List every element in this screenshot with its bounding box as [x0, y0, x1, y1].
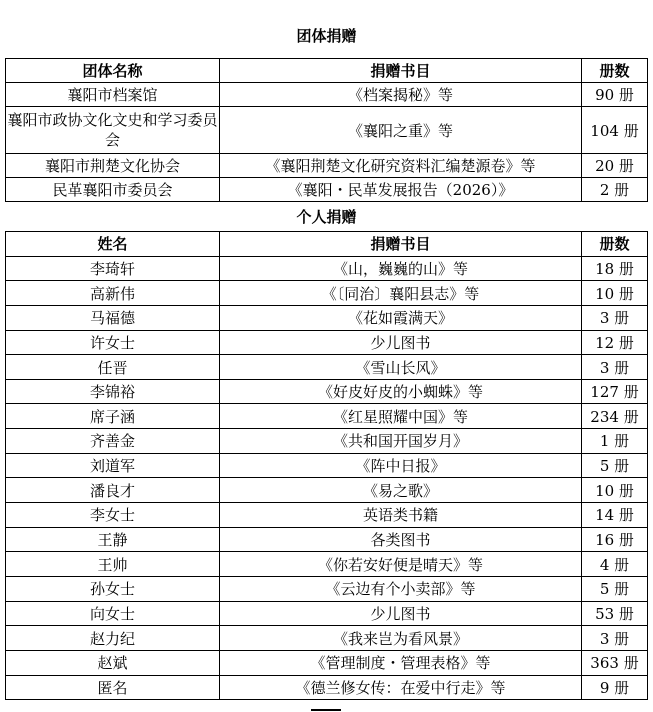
donated-books: 《阵中日报》 [220, 453, 582, 478]
header-count: 册数 [582, 232, 648, 257]
table-row [6, 429, 648, 454]
table-row [6, 379, 648, 404]
book-count: 5 册 [582, 576, 648, 601]
book-count: 234 册 [582, 404, 648, 429]
book-count: 1 册 [582, 429, 648, 454]
donor-name: 刘道军 [6, 453, 220, 478]
table-row [6, 527, 648, 552]
donor-name: 襄阳市荆楚文化协会 [6, 154, 220, 178]
donated-books: 《山，巍巍的山》等 [220, 256, 582, 281]
table-row [6, 404, 648, 429]
book-count: 3 册 [582, 305, 648, 330]
book-count: 14 册 [582, 503, 648, 528]
table-row [6, 576, 648, 601]
donated-books: 《好皮好皮的小蜘蛛》等 [220, 379, 582, 404]
donor-name: 席子涵 [6, 404, 220, 429]
donated-books: 《你若安好便是晴天》等 [220, 552, 582, 577]
header-count: 册数 [582, 59, 648, 83]
book-count: 16 册 [582, 527, 648, 552]
table-row [6, 107, 648, 154]
donor-name: 李锦裕 [6, 379, 220, 404]
donor-name: 马福德 [6, 305, 220, 330]
page-footer-mark [311, 709, 341, 711]
table-row [6, 355, 648, 380]
donated-books: 《雪山长风》 [220, 355, 582, 380]
book-count: 9 册 [582, 675, 648, 700]
group-donation-table [5, 58, 648, 202]
table-row [6, 626, 648, 651]
book-count: 10 册 [582, 281, 648, 306]
donor-name: 李女士 [6, 503, 220, 528]
table-header-row [6, 232, 648, 257]
donor-name: 孙女士 [6, 576, 220, 601]
donor-name: 襄阳市档案馆 [6, 83, 220, 107]
table-row [6, 453, 648, 478]
donated-books: 《襄阳・民革发展报告（2026）》 [220, 178, 582, 202]
donor-name: 高新伟 [6, 281, 220, 306]
book-count: 10 册 [582, 478, 648, 503]
book-count: 53 册 [582, 601, 648, 626]
donor-name: 许女士 [6, 330, 220, 355]
donated-books: 《我来岂为看风景》 [220, 626, 582, 651]
book-count: 90 册 [582, 83, 648, 107]
donated-books: 《德兰修女传：在爱中行走》等 [220, 675, 582, 700]
book-count: 2 册 [582, 178, 648, 202]
book-count: 5 册 [582, 453, 648, 478]
donated-books: 《档案揭秘》等 [220, 83, 582, 107]
table-row [6, 675, 648, 700]
table-row [6, 601, 648, 626]
book-count: 18 册 [582, 256, 648, 281]
book-count: 127 册 [582, 379, 648, 404]
table-row [6, 305, 648, 330]
table-header-row [6, 59, 648, 83]
book-count: 3 册 [582, 355, 648, 380]
table-row [6, 281, 648, 306]
donated-books: 《襄阳之重》等 [220, 107, 582, 154]
donated-books: 《易之歌》 [220, 478, 582, 503]
donated-books: 少儿图书 [220, 330, 582, 355]
donor-name: 向女士 [6, 601, 220, 626]
table-row [6, 83, 648, 107]
donated-books: 《管理制度・管理表格》等 [220, 650, 582, 675]
header-books: 捐赠书目 [220, 59, 582, 83]
table-row [6, 478, 648, 503]
donor-name: 王静 [6, 527, 220, 552]
donor-name: 赵力纪 [6, 626, 220, 651]
donated-books: 英语类书籍 [220, 503, 582, 528]
donated-books: 《〔同治〕襄阳县志》等 [220, 281, 582, 306]
group-section-title: 团体捐赠 [296, 27, 357, 45]
donor-name: 齐善金 [6, 429, 220, 454]
donor-name: 王帅 [6, 552, 220, 577]
donated-books: 《云边有个小卖部》等 [220, 576, 582, 601]
individual-section-title: 个人捐赠 [296, 208, 357, 226]
donated-books: 《共和国开国岁月》 [220, 429, 582, 454]
table-row [6, 552, 648, 577]
book-count: 12 册 [582, 330, 648, 355]
donor-name: 匿名 [6, 675, 220, 700]
header-books: 捐赠书目 [220, 232, 582, 257]
donor-name: 李琦轩 [6, 256, 220, 281]
donor-name: 任晋 [6, 355, 220, 380]
book-count: 4 册 [582, 552, 648, 577]
table-row [6, 330, 648, 355]
donor-name: 民革襄阳市委员会 [6, 178, 220, 202]
donated-books: 各类图书 [220, 527, 582, 552]
book-count: 3 册 [582, 626, 648, 651]
table-row [6, 503, 648, 528]
donor-name: 赵斌 [6, 650, 220, 675]
individual-donation-table [5, 231, 648, 700]
table-row [6, 650, 648, 675]
donated-books: 《襄阳荆楚文化研究资料汇编楚源卷》等 [220, 154, 582, 178]
book-count: 20 册 [582, 154, 648, 178]
donor-name: 襄阳市政协文化文史和学习委员会 [6, 107, 220, 154]
header-group-name: 团体名称 [6, 59, 220, 83]
book-count: 363 册 [582, 650, 648, 675]
table-row [6, 256, 648, 281]
donor-name: 潘良才 [6, 478, 220, 503]
book-count: 104 册 [582, 107, 648, 154]
table-row [6, 154, 648, 178]
header-person-name: 姓名 [6, 232, 220, 257]
donated-books: 《红星照耀中国》等 [220, 404, 582, 429]
donated-books: 少儿图书 [220, 601, 582, 626]
donated-books: 《花如霞满天》 [220, 305, 582, 330]
table-row [6, 178, 648, 202]
